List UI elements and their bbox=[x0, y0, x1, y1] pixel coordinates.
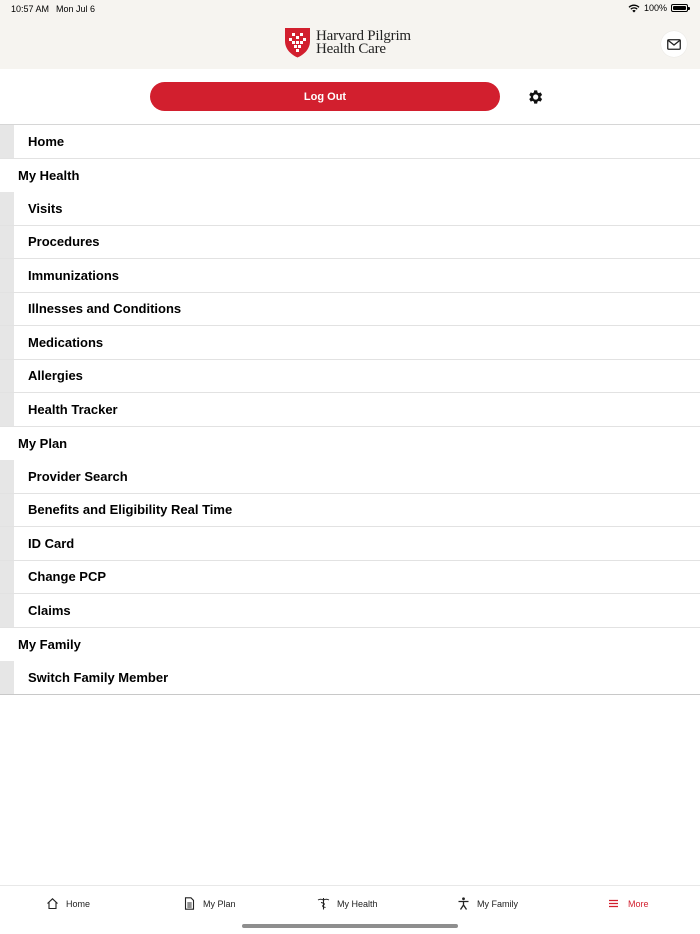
more-menu bbox=[0, 125, 700, 695]
menu-item-allergies[interactable] bbox=[0, 360, 700, 394]
menu-item-immunizations[interactable] bbox=[0, 259, 700, 293]
menu-item-visits[interactable] bbox=[0, 192, 700, 226]
battery-percent: 100% bbox=[643, 3, 667, 13]
tab-my-health[interactable] bbox=[317, 897, 378, 910]
menu-item-health-tracker[interactable] bbox=[0, 393, 700, 427]
menu-item-id-card[interactable] bbox=[0, 527, 700, 561]
menu-item-label: Procedures bbox=[28, 234, 100, 250]
mail-icon bbox=[667, 39, 681, 50]
menu-item-label: Provider Search bbox=[28, 468, 128, 484]
tab-label: My Family bbox=[477, 898, 518, 909]
section-title: My Health bbox=[18, 167, 80, 183]
menu-item-procedures[interactable] bbox=[0, 226, 700, 260]
menu-item-home[interactable] bbox=[0, 125, 700, 159]
document-icon bbox=[183, 897, 196, 910]
section-title: My Family bbox=[18, 636, 81, 652]
menu-item-label: Home bbox=[28, 133, 65, 149]
tab-label: My Health bbox=[337, 898, 378, 909]
gear-icon[interactable] bbox=[526, 88, 544, 106]
brand-line-2: Health Care bbox=[316, 40, 386, 57]
house-icon bbox=[46, 897, 59, 910]
menu-item-label: Change PCP bbox=[28, 569, 107, 585]
status-bar bbox=[0, 0, 700, 18]
menu-item-benefits-eligibility[interactable] bbox=[0, 494, 700, 528]
tab-more[interactable] bbox=[608, 897, 649, 910]
status-time: 10:57 AM bbox=[11, 4, 50, 14]
menu-item-label: Health Tracker bbox=[28, 401, 118, 417]
menu-item-label: Immunizations bbox=[28, 267, 120, 283]
tab-home[interactable] bbox=[46, 897, 90, 910]
shield-crest-icon bbox=[284, 27, 311, 58]
section-my-family bbox=[0, 628, 700, 662]
section-my-health bbox=[0, 159, 700, 193]
menu-item-illnesses-conditions[interactable] bbox=[0, 293, 700, 327]
tab-label: My Plan bbox=[203, 898, 236, 909]
brand-line-1: Harvard Pilgrim bbox=[316, 27, 411, 44]
menu-item-switch-family-member[interactable] bbox=[0, 661, 700, 695]
status-date: Mon Jul 6 bbox=[56, 4, 96, 14]
menu-item-label: Visits bbox=[28, 200, 63, 216]
tab-label: Home bbox=[66, 898, 91, 909]
tab-label: More bbox=[628, 898, 649, 909]
caduceus-icon bbox=[317, 897, 330, 910]
menu-item-provider-search[interactable] bbox=[0, 460, 700, 494]
battery-icon bbox=[671, 4, 688, 12]
home-indicator[interactable] bbox=[242, 924, 458, 928]
tab-my-plan[interactable] bbox=[183, 897, 236, 910]
section-title: My Plan bbox=[18, 435, 68, 451]
status-right bbox=[628, 3, 688, 13]
messages-button[interactable] bbox=[661, 31, 687, 57]
menu-item-claims[interactable] bbox=[0, 594, 700, 628]
menu-item-medications[interactable] bbox=[0, 326, 700, 360]
menu-item-label: Benefits and Eligibility Real Time bbox=[28, 502, 233, 518]
menu-item-label: Claims bbox=[28, 602, 71, 618]
menu-lines-icon bbox=[608, 897, 621, 910]
wifi-icon bbox=[628, 4, 640, 13]
account-actions bbox=[0, 69, 700, 125]
menu-item-change-pcp[interactable] bbox=[0, 561, 700, 595]
menu-item-label: Illnesses and Conditions bbox=[28, 301, 182, 317]
brand-wordmark bbox=[316, 27, 411, 57]
person-icon bbox=[457, 897, 470, 910]
logout-button[interactable]: Log Out bbox=[150, 82, 500, 111]
menu-item-label: ID Card bbox=[28, 535, 75, 551]
brand-logo bbox=[284, 27, 411, 58]
menu-item-label: Allergies bbox=[28, 368, 83, 384]
menu-item-label: Medications bbox=[28, 334, 104, 350]
app-header bbox=[0, 0, 700, 69]
menu-item-label: Switch Family Member bbox=[28, 669, 169, 685]
section-my-plan bbox=[0, 427, 700, 461]
tab-my-family[interactable] bbox=[457, 897, 518, 910]
